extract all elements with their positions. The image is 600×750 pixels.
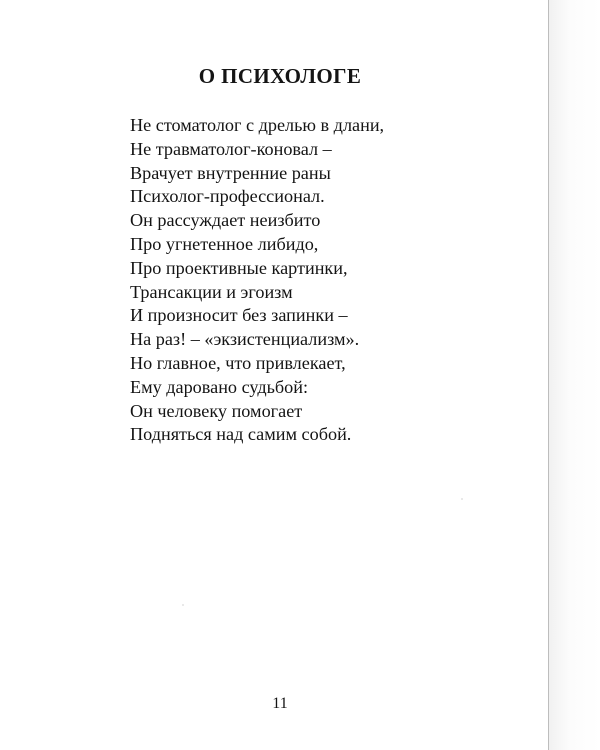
poem-line-14: Подняться над самим собой.	[130, 424, 352, 445]
poem-line-5: Он рассуждает неизбито	[130, 210, 321, 231]
page-number: 11	[272, 695, 288, 712]
poem-line-11: Но главное, что привлекает,	[130, 352, 346, 373]
paper-speck	[182, 604, 184, 606]
poem-title: О ПСИХОЛОГЕ	[198, 64, 362, 88]
poem-line-2: Не травматолог-коновал –	[130, 138, 332, 159]
poem-line-9: И произносит без запинки –	[130, 305, 348, 326]
poem-line-13: Он человеку помогает	[130, 400, 303, 421]
poem-body	[130, 114, 384, 447]
poem-line-1: Не стоматолог с дрелью в длани,	[130, 115, 385, 135]
paper-speck	[461, 498, 463, 500]
poem-line-6: Про угнетенное либидо,	[130, 233, 319, 254]
poem-line-7: Про проективные картинки,	[130, 257, 348, 278]
poem-line-3: Врачует внутренние раны	[130, 162, 331, 183]
poem-line-4: Психолог-профессионал.	[130, 186, 325, 207]
page-margin-shadow	[549, 0, 600, 750]
poem-line-10: На раз! – «экзистенциализм».	[130, 329, 360, 350]
poem-line-8: Трансакции и эгоизм	[130, 281, 293, 302]
poem-line-12: Ему даровано судьбой:	[130, 376, 309, 397]
